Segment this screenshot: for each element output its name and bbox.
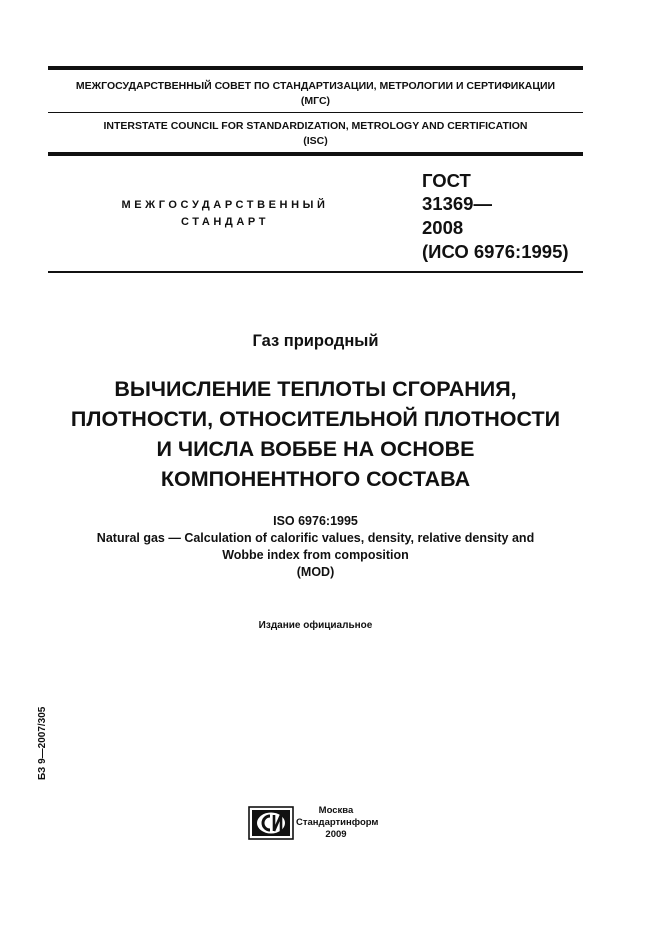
edition-label: Издание официальное	[258, 620, 373, 631]
publisher-city: Москва	[318, 805, 354, 816]
title-line: ВЫЧИСЛЕНИЕ ТЕПЛОТЫ СГОРАНИЯ,	[114, 377, 517, 401]
designation-year: 2008	[422, 217, 464, 238]
title-line: И ЧИСЛА ВОББЕ НА ОСНОВЕ	[156, 437, 475, 461]
council-en-abbrev: (ISC)	[303, 135, 328, 147]
english-block	[48, 513, 583, 581]
designation-iso-ref: (ИСО 6976:1995)	[422, 241, 569, 262]
header-bottom-rule	[48, 271, 583, 273]
publisher-block	[296, 805, 379, 841]
council-bottom-rule	[48, 152, 583, 156]
side-code: БЗ 9—2007/305	[37, 706, 48, 780]
title-line: ПЛОТНОСТИ, ОТНОСИТЕЛЬНОЙ ПЛОТНОСТИ	[70, 407, 561, 431]
designation-number: 31369—	[422, 193, 492, 214]
council-en-line1: INTERSTATE COUNCIL FOR STANDARDIZATION, METROLOGY AND CERTIFICATION	[103, 120, 528, 132]
standard-type-line1: МЕЖГОСУДАРСТВЕННЫЙ	[121, 199, 329, 211]
iso-reference: ISO 6976:1995	[273, 514, 358, 528]
english-title-line1: Natural gas — Calculation of calorific values, density, relative density and	[96, 531, 535, 545]
title-line: КОМПОНЕНТНОГО СОСТАВА	[160, 467, 471, 491]
document-title	[48, 374, 583, 494]
publisher-year: 2009	[325, 829, 347, 840]
english-title-line2: Wobbe index from composition	[222, 548, 409, 562]
modification-mark: (MOD)	[296, 565, 335, 579]
designation-prefix: ГОСТ	[422, 170, 471, 191]
document-subtitle: Газ природный	[252, 332, 379, 350]
council-divider	[48, 112, 583, 113]
standartinform-logo-icon	[248, 806, 294, 840]
council-ru-abbrev: (МГС)	[300, 95, 331, 107]
publisher-name: Стандартинформ	[296, 817, 379, 828]
top-rule	[48, 66, 583, 70]
standard-type-line2: СТАНДАРТ	[180, 216, 270, 228]
council-ru-line1: МЕЖГОСУДАРСТВЕННЫЙ СОВЕТ ПО СТАНДАРТИЗАЦИИ, МЕТРОЛОГИИ И СЕРТИФИКАЦИИ	[75, 80, 556, 92]
